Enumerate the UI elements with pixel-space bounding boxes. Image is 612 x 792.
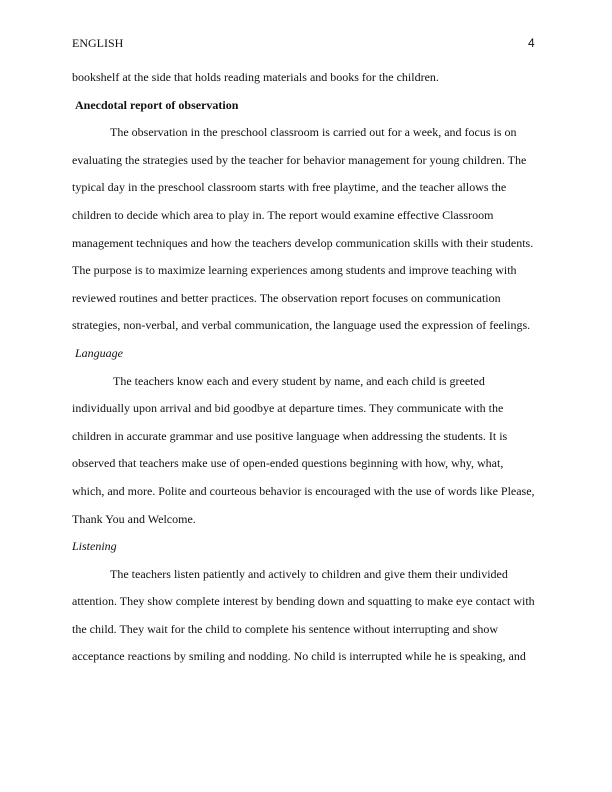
body-line: typical day in the preschool classroom starts with free playtime, and the teacher allows the (72, 180, 507, 195)
running-header-title: ENGLISH (72, 36, 124, 50)
body-line: reviewed routines and better practices. The observation report focuses on communication (72, 290, 501, 305)
body-line: observed that teachers make use of open-ended questions beginning with how, why, what, (72, 456, 504, 471)
body-line: children to decide which area to play in. The report would examine effective Classroom (72, 207, 494, 222)
body-line: The purpose is to maximize learning experiences among students and improve teaching with (72, 263, 517, 278)
body-line: which, and more. Polite and courteous behavior is encouraged with the use of words like Please, (72, 483, 535, 498)
paragraph-first-line: The teachers listen patiently and actively to children and give them their undivided (110, 566, 508, 581)
body-line: management techniques and how the teachers develop communication skills with their students. (72, 235, 534, 250)
document-body (72, 64, 540, 671)
paragraph-first-line: The observation in the preschool classroom is carried out for a week, and focus is on (110, 125, 517, 140)
body-line: attention. They show complete interest by bending down and squatting to make eye contact with (72, 594, 535, 609)
body-line: strategies, non-verbal, and verbal communication, the language used the expression of feelings. (72, 318, 531, 333)
page-number: 4 (528, 36, 535, 50)
subheading-listening: Listening (72, 539, 117, 554)
body-line: evaluating the strategies used by the teacher for behavior management for young children. The (72, 152, 527, 167)
body-line: Thank You and Welcome. (72, 511, 196, 526)
body-line: individually upon arrival and bid goodbye at departure times. They communicate with the (72, 401, 504, 416)
body-line: acceptance reactions by smiling and nodding. No child is interrupted while he is speaking, and (72, 649, 526, 664)
body-line: the child. They wait for the child to complete his sentence without interrupting and show (72, 621, 499, 636)
section-heading-anecdotal-report: Anecdotal report of observation (75, 97, 239, 112)
body-line: bookshelf at the side that holds reading materials and books for the children. (72, 70, 439, 84)
subheading-language: Language (75, 345, 123, 360)
paragraph-first-line: The teachers know each and every student by name, and each child is greeted (113, 373, 485, 388)
body-line: children in accurate grammar and use positive language when addressing the students. It is (72, 428, 508, 443)
